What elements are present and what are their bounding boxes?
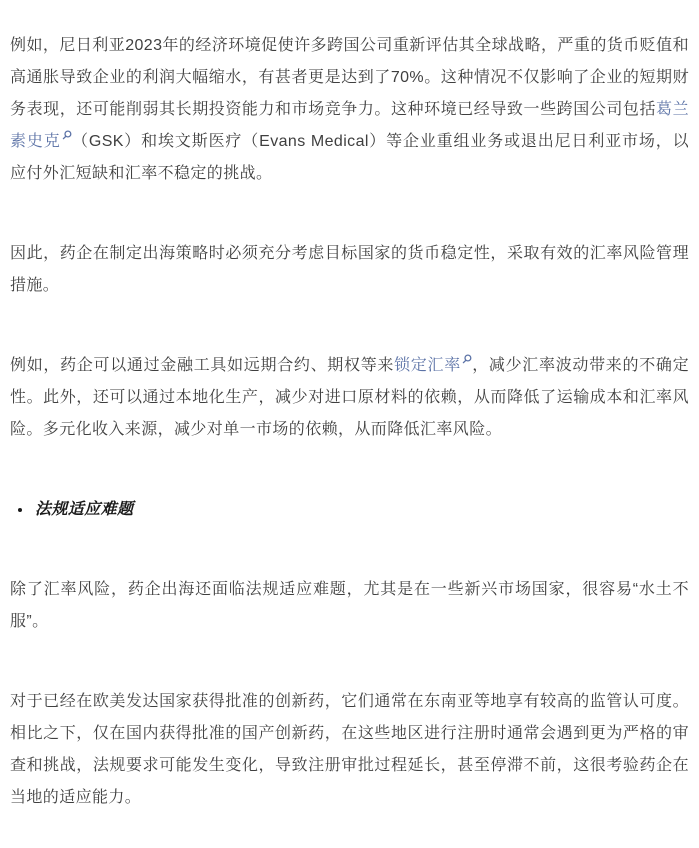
paragraph-nigeria-economy — [10, 30, 689, 190]
topic-list — [10, 494, 689, 526]
paragraph-strategy-advice: 因此，药企在制定出海策略时必须充分考虑目标国家的货币稳定性，采取有效的汇率风险管理措施。 — [10, 245, 689, 294]
citation-link-lock-rate[interactable] — [394, 357, 472, 374]
paragraph-text: 例如，尼日利亚2023年的经济环境促使许多跨国公司重新评估其全球战略，严重的货币贬值和高通胀导致企业的利润大幅缩水，有甚者更是达到了70%。这种情况不仅影响了企业的短期财务表现，还可能削弱其长期投资能力和市场竞争力。这种环境已经导致一些跨国公司包括 — [10, 37, 689, 118]
paragraph-text: （GSK）和埃文斯医疗（Evans Medical）等企业重组业务或退出尼日利亚市场，以应付外汇短缺和汇率不稳定的挑战。 — [10, 133, 690, 182]
paragraph-text: ，减少汇率波动带来的不确定性。此外，还可以通过本地化生产，减少对进口原材料的依赖，从而降低了运输成本和汇率风险。多元化收入来源，减少对单一市场的依赖，从而降低汇率风险。 — [10, 357, 690, 438]
topic-list-item — [33, 494, 689, 526]
paragraph-approval-comparison: 对于已经在欧美发达国家获得批准的创新药，它们通常在东南亚等地享有较高的监管认可度。相比之下，仅在国内获得批准的国产创新药，在这些地区进行注册时通常会遇到更为严格的审查和挑战，法规要求可能发生变化，导致注册审批过程延长，甚至停滞不前，这很考验药企在当地的适应能力。 — [10, 693, 689, 806]
bullet-heading-regulation: 法规适应难题 — [35, 501, 134, 518]
citation-search-icon[interactable] — [462, 354, 472, 364]
citation-link-label[interactable]: 锁定汇率 — [394, 357, 461, 374]
paragraph-hedging-tools — [10, 350, 689, 446]
paragraph-regulation-intro: 除了汇率风险，药企出海还面临法规适应难题，尤其是在一些新兴市场国家，很容易“水土不服”。 — [10, 581, 689, 630]
citation-search-icon[interactable] — [62, 130, 72, 140]
citation-link-label[interactable]: 葛兰素史克 — [10, 101, 689, 150]
paragraph-text: 例如，药企可以通过金融工具如远期合约、期权等来 — [10, 357, 395, 374]
